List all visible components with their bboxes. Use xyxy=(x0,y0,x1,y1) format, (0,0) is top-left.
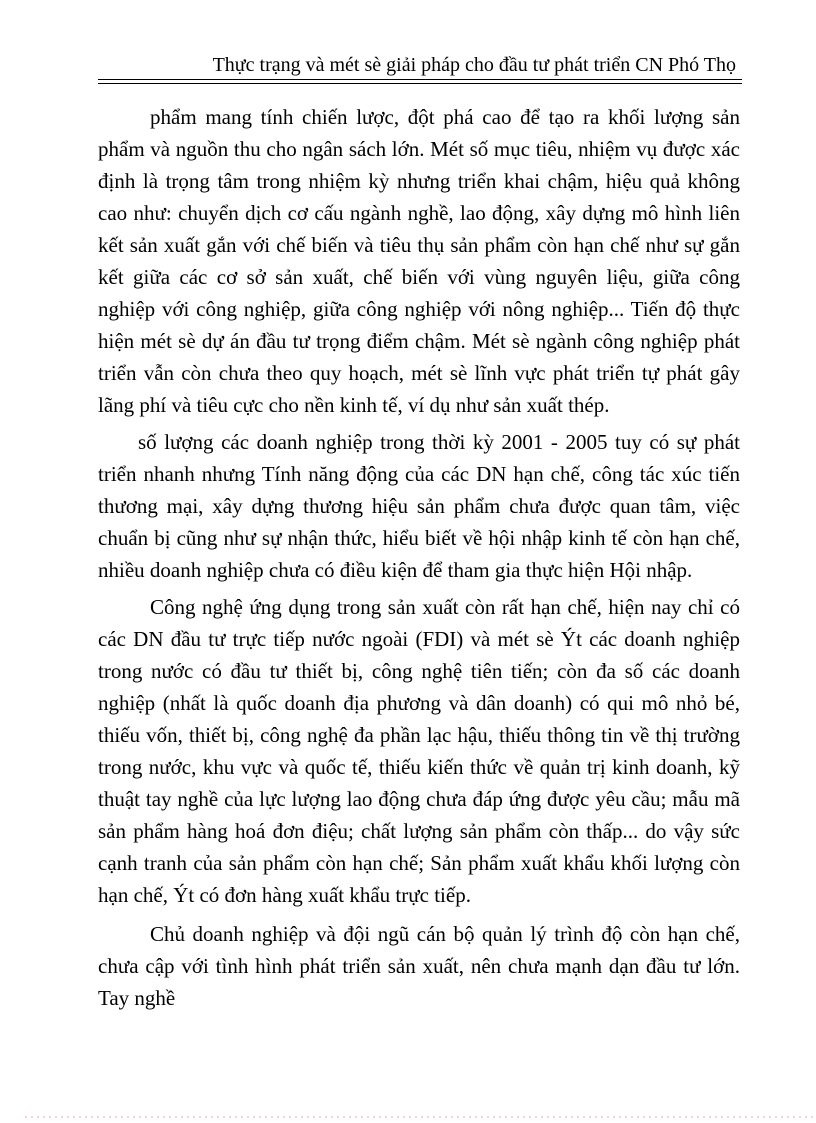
document-body xyxy=(98,101,740,1019)
page-header xyxy=(98,52,742,84)
header-title: Thực trạng và mét sè giải pháp cho đầu tư phát triển CN Phó Thọ xyxy=(98,52,742,80)
paragraph-1: phẩm mang tính chiến lược, đột phá cao để tạo ra khối lượng sản phẩm và nguồn thu cho ngân sách lớn. Mét số mục tiêu, nhiệm vụ được xác định là trọng tâm trong nhiệm kỳ nhưng triển khai chậm, hiệu quả không cao như: chuyển dịch cơ cấu ngành nghề, lao động, xây dựng mô hình liên kết sản xuất gắn với chế biến và tiêu thụ sản phẩm còn hạn chế như sự gắn kết giữa các cơ sở sản xuất, chế biến với vùng nguyên liệu, giữa công nghiệp với công nghiệp, giữa công nghiệp với nông nghiệp... Tiến độ thực hiện mét sè dự án đầu tư trọng điểm chậm. Mét sè ngành công nghiệp phát triển vẫn còn chưa theo quy hoạch, mét sè lĩnh vực phát triển tự phát gây lãng phí và tiêu cực cho nền kinh tế, ví dụ như sản xuất thép. xyxy=(98,105,740,417)
footer-dotted-line xyxy=(25,1116,814,1118)
paragraph-4: Chủ doanh nghiệp và đội ngũ cán bộ quản lý trình độ còn hạn chế, chưa cập với tình hình phát triển sản xuất, nên chưa mạnh dạn đầu tư lớn. Tay nghề xyxy=(98,922,740,1010)
paragraph-3: Công nghệ ứng dụng trong sản xuất còn rất hạn chế, hiện nay chỉ có các DN đầu tư trực tiếp nước ngoài (FDI) và mét sè Ýt các doanh nghiệp trong nước có đầu tư thiết bị, công nghệ tiên tiến; còn đa số các doanh nghiệp (nhất là quốc doanh địa phương và dân doanh) có qui mô nhỏ bé, thiếu vốn, thiết bị, công nghệ đa phần lạc hậu, thiếu thông tin về thị trường trong nước, khu vực và quốc tế, thiếu kiến thức về quản trị kinh doanh, kỹ thuật tay nghề của lực lượng lao động chưa đáp ứng được yêu cầu; mẫu mã sản phẩm hàng hoá đơn điệu; chất lượng sản phẩm còn thấp... do vậy sức cạnh tranh của sản phẩm còn hạn chế; Sản phẩm xuất khẩu khối lượng còn hạn chế, Ýt có đơn hàng xuất khẩu trực tiếp. xyxy=(98,595,740,907)
paragraph-2: số lượng các doanh nghiệp trong thời kỳ 2001 - 2005 tuy có sự phát triển nhanh nhưng Tính năng động của các DN hạn chế, công tác xúc tiến thương mại, xây dựng thương hiệu sản phẩm chưa được quan tâm, việc chuẩn bị cũng như sự nhận thức, hiểu biết về hội nhập kinh tế còn hạn chế, nhiều doanh nghiệp chưa có điều kiện để tham gia thực hiện Hội nhập. xyxy=(98,430,740,582)
